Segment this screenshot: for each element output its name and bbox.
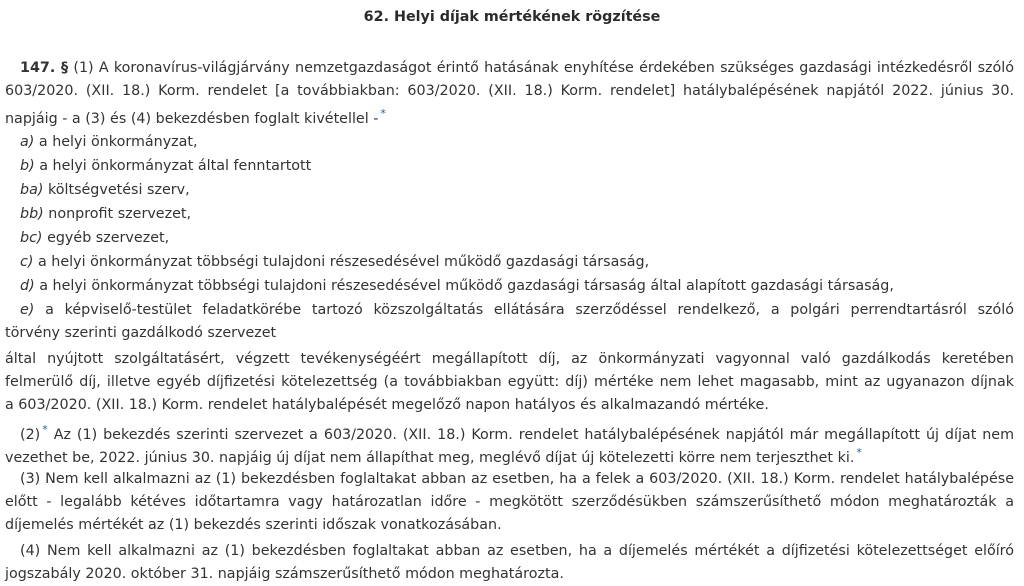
para-3-line-2: előtt - legalább kétéves időtartamra vagy határozatlan időre - megkötött szerződésükben számszerűsíthető módon meghatározták a bbox=[5, 494, 1014, 510]
closing-line-1: által nyújtott szolgáltatásért, végzett tevékenységéért megállapított díj, az önkormányzati vagyonnal való gazdálkodás keretében bbox=[5, 351, 1014, 367]
para-4-line-2: jogszabály 2020. október 31. napjáig számszerűsíthető módon meghatározta. bbox=[5, 566, 564, 582]
para-2-line-1: (2) * Az (1) bekezdés szerinti szervezet a 603/2020. (XII. 18.) Korm. rendelet hatálybalépésének napjától már megállapított új díjat nem bbox=[20, 423, 1015, 443]
para-3-line-1: (3) Nem kell alkalmazni az (1) bekezdésben foglaltakat abban az esetben, ha a felek a 603/2020. (XII. 18.) Korm. rendelet hatálybalépése bbox=[20, 471, 1014, 487]
list-item-a: a) a helyi önkormányzat, bbox=[20, 134, 198, 150]
list-item-bb: bb) nonprofit szervezet, bbox=[20, 206, 192, 222]
para-147-line-2: 603/2020. (XII. 18.) Korm. rendelet [a továbbiakban: 603/2020. (XII. 18.) Korm. rendelet] hatálybalépésének napjától 2022. június 30. bbox=[5, 83, 1014, 99]
amendment-star-link[interactable]: * bbox=[380, 107, 386, 120]
list-item-d: d) a helyi önkormányzat többségi tulajdoni részesedésével működő gazdasági társaság által alapított gazdasági társaság, bbox=[20, 278, 894, 294]
list-item-ba: ba) költségvetési szerv, bbox=[20, 182, 190, 198]
list-item-e-line-1: e) a képviselő-testület feladatkörébe tartozó közszolgáltatás ellátására szerződéssel rendelkező, a polgári perrendtartásról szóló bbox=[20, 302, 1014, 318]
paragraph-number: 147. § bbox=[20, 60, 69, 76]
list-item-c: c) a helyi önkormányzat többségi tulajdoni részesedésével működő gazdasági társaság, bbox=[20, 254, 650, 270]
para-3-line-3: díjemelés mértékét az (1) bekezdés szerinti időszak vonatkozásában. bbox=[5, 517, 502, 533]
list-item-bc: bc) egyéb szervezet, bbox=[20, 230, 170, 246]
para-147-line-1: 147. § (1) A koronavírus-világjárvány nemzetgazdaságot érintő hatásának enyhítése érdekében szükséges gazdasági intézkedésről szóló bbox=[20, 60, 1014, 76]
closing-line-3: a 603/2020. (XII. 18.) Korm. rendelet hatálybalépését megelőző napon hatályos és alkalmazandó mértéke. bbox=[5, 397, 769, 413]
amendment-star-link[interactable]: * bbox=[856, 446, 862, 459]
para-2-line-2: vezethet be, 2022. június 30. napjáig új díjat nem állapíthat meg, meglévő díjat új kötelezetti körre nem terjeszthet ki. * bbox=[5, 446, 862, 466]
list-item-e-line-2: törvény szerinti gazdálkodó szervezet bbox=[5, 325, 277, 341]
section-title: 62. Helyi díjak mértékének rögzítése bbox=[363, 9, 661, 25]
para-147-line-3: napjáig - a (3) és (4) bekezdésben foglalt kivétellel - * bbox=[5, 107, 386, 127]
list-item-b: b) a helyi önkormányzat által fenntartott bbox=[20, 158, 312, 174]
amendment-star-link[interactable]: * bbox=[42, 423, 48, 436]
closing-line-2: felmerülő díj, illetve egyéb díjfizetési kötelezettség (a továbbiakban együtt: díj) mértéke nem lehet magasabb, mint az ugyanazon díjnak bbox=[5, 374, 1014, 390]
para-4-line-1: (4) Nem kell alkalmazni az (1) bekezdésben foglaltakat abban az esetben, ha a díjemelés mértékét a díjfizetési kötelezettséget előíró bbox=[20, 543, 1014, 559]
